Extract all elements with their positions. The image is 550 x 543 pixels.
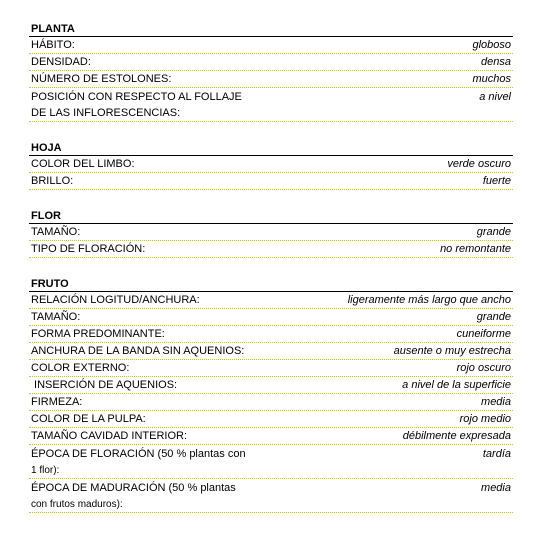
table-row	[29, 37, 513, 54]
row-label	[31, 479, 236, 513]
table-row	[29, 88, 513, 122]
row-label: ANCHURA DE LA BANDA SIN AQUENIOS:	[31, 345, 245, 357]
section-title: PLANTA	[29, 23, 513, 37]
row-label: TIPO DE FLORACIÓN:	[31, 243, 146, 255]
row-value: fuerte	[482, 175, 511, 187]
row-label: FORMA PREDOMINANTE:	[31, 328, 165, 340]
row-label-line1: ÉPOCA DE MADURACIÓN (50 % plantas	[31, 482, 236, 494]
row-value: ligeramente más largo que ancho	[347, 294, 511, 306]
row-label-line1: POSICIÓN CON RESPECTO AL FOLLAJE	[31, 91, 242, 103]
table-row	[29, 360, 513, 377]
row-value: tardía	[482, 448, 511, 460]
row-value: rojo medio	[459, 413, 511, 425]
section-fruto	[29, 278, 513, 513]
row-label: DENSIDAD:	[31, 56, 91, 68]
row-value: ausente o muy estrecha	[393, 345, 511, 357]
table-row	[29, 54, 513, 71]
row-label-line2: con frutos maduros):	[31, 499, 123, 510]
table-row	[29, 241, 513, 258]
table-row	[29, 309, 513, 326]
row-value: no remontante	[440, 243, 511, 255]
table-row	[29, 71, 513, 88]
row-value: verde oscuro	[447, 158, 511, 170]
row-value: cuneiforme	[456, 328, 511, 340]
section-title: FRUTO	[29, 278, 513, 292]
row-label: TAMAÑO CAVIDAD INTERIOR:	[31, 430, 188, 442]
row-label: HÁBITO:	[31, 39, 75, 51]
table-row	[29, 411, 513, 428]
row-label: COLOR DE LA PULPA:	[31, 413, 146, 425]
row-label: BRILLO:	[31, 175, 74, 187]
row-label-line1: ÉPOCA DE FLORACIÓN (50 % plantas con	[31, 448, 246, 460]
row-label: RELACIÓN LOGITUD/ANCHURA:	[31, 294, 200, 306]
row-value: rojo oscuro	[456, 362, 511, 374]
row-label-line2: DE LAS INFLORESCENCIAS:	[31, 107, 181, 119]
table-row	[29, 156, 513, 173]
table-row	[29, 326, 513, 343]
table-row	[29, 377, 513, 394]
section-title: FLOR	[29, 210, 513, 224]
row-value: media	[481, 482, 511, 494]
section-flor	[29, 210, 513, 258]
table-row	[29, 224, 513, 241]
row-value: débilmente expresada	[402, 430, 511, 442]
section-hoja	[29, 142, 513, 190]
row-label: TAMAÑO:	[31, 226, 81, 238]
row-value: densa	[481, 56, 511, 68]
row-label: COLOR EXTERNO:	[31, 362, 130, 374]
row-value: media	[481, 396, 511, 408]
row-label: TAMAÑO:	[31, 311, 81, 323]
table-row	[29, 445, 513, 479]
row-value: globoso	[472, 39, 511, 51]
table-row	[29, 343, 513, 360]
row-value: a nivel de la superficie	[402, 379, 511, 391]
table-row	[29, 173, 513, 190]
row-label: INSERCIÓN DE AQUENIOS:	[31, 379, 178, 391]
row-value: muchos	[472, 73, 511, 85]
table-row	[29, 428, 513, 445]
row-value: grande	[476, 226, 511, 238]
row-label-line2: 1 flor):	[31, 465, 60, 476]
row-label	[31, 445, 246, 479]
table-row	[29, 394, 513, 411]
row-value: a nivel	[479, 91, 511, 103]
row-value: grande	[476, 311, 511, 323]
row-label: FIRMEZA:	[31, 396, 83, 408]
table-row	[29, 292, 513, 309]
section-title: HOJA	[29, 142, 513, 156]
row-label	[31, 88, 242, 121]
row-label: COLOR DEL LIMBO:	[31, 158, 135, 170]
row-label: NÚMERO DE ESTOLONES:	[31, 73, 172, 85]
section-planta	[29, 23, 513, 122]
table-row	[29, 479, 513, 513]
